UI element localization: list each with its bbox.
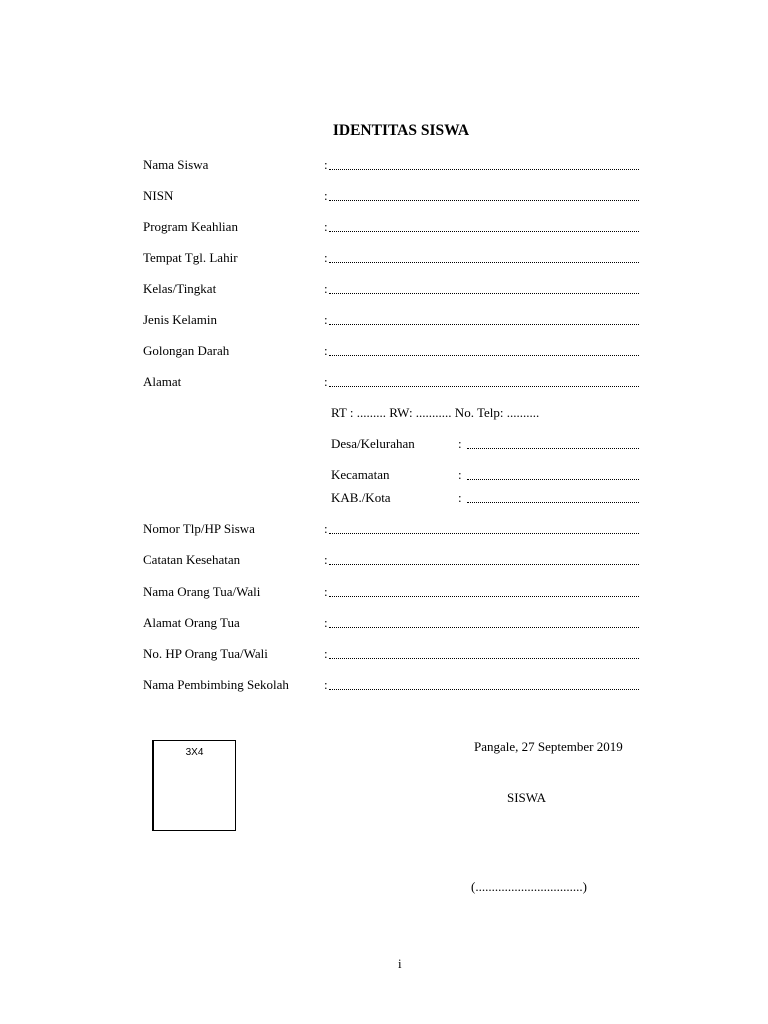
- page-number: i: [398, 956, 402, 971]
- fill-line[interactable]: [467, 502, 639, 503]
- field-colon: :: [324, 615, 328, 630]
- fill-line[interactable]: [329, 533, 639, 534]
- field-label: Kecamatan: [331, 467, 390, 482]
- field-colon: :: [324, 343, 328, 358]
- fill-line[interactable]: [329, 355, 639, 356]
- field-nama-siswa: [143, 157, 643, 175]
- fill-line[interactable]: [329, 658, 639, 659]
- field-colon: :: [458, 436, 462, 451]
- field-kelas-tingkat: [143, 281, 643, 299]
- field-colon: :: [324, 552, 328, 567]
- field-nama-pembimbing-sekolah: [143, 677, 643, 695]
- field-colon: :: [324, 521, 328, 536]
- field-golongan-darah: [143, 343, 643, 361]
- photo-box: [152, 740, 236, 831]
- field-catatan-kesehatan: [143, 552, 643, 570]
- field-label: Nama Orang Tua/Wali: [143, 584, 261, 599]
- field-colon: :: [324, 584, 328, 599]
- field-label: Desa/Kelurahan: [331, 436, 415, 451]
- field-label: NISN: [143, 188, 174, 203]
- field-alamat: [143, 374, 643, 392]
- field-label: Alamat: [143, 374, 182, 389]
- page-title: IDENTITAS SISWA: [332, 122, 470, 139]
- place-date: Pangale, 27 September 2019: [474, 739, 623, 754]
- field-label: Catatan Kesehatan: [143, 552, 241, 567]
- fill-line[interactable]: [329, 200, 639, 201]
- fill-line[interactable]: [329, 293, 639, 294]
- address-rt-rw-telp: RT : ......... RW: ........... No. Telp: ..........: [331, 405, 540, 420]
- field-program-keahlian: [143, 219, 643, 237]
- fill-line[interactable]: [467, 448, 639, 449]
- field-colon: :: [324, 312, 328, 327]
- field-alamat-orang-tua: [143, 615, 643, 633]
- fill-line[interactable]: [329, 262, 639, 263]
- field-colon: :: [324, 219, 328, 234]
- field-no-hp-orang-tua-wali: [143, 646, 643, 664]
- field-colon: :: [324, 677, 328, 692]
- fill-line[interactable]: [329, 169, 639, 170]
- field-nama-orang-tua-wali: [143, 584, 643, 602]
- field-kecamatan: [331, 467, 643, 485]
- field-label: No. HP Orang Tua/Wali: [143, 646, 268, 661]
- signer-label: SISWA: [507, 790, 547, 805]
- field-label: Nama Siswa: [143, 157, 209, 172]
- field-jenis-kelamin: [143, 312, 643, 330]
- field-label: Tempat Tgl. Lahir: [143, 250, 238, 265]
- field-colon: :: [324, 157, 328, 172]
- field-colon: :: [324, 646, 328, 661]
- fill-line[interactable]: [467, 479, 639, 480]
- field-label: Program Keahlian: [143, 219, 238, 234]
- field-nomor-tlp-hp-siswa: [143, 521, 643, 539]
- fill-line[interactable]: [329, 386, 639, 387]
- field-colon: :: [458, 490, 462, 505]
- field-colon: :: [324, 188, 328, 203]
- field-colon: :: [458, 467, 462, 482]
- field-kab-kota: [331, 490, 643, 508]
- fill-line[interactable]: [329, 564, 639, 565]
- field-desa-kelurahan: [331, 436, 643, 454]
- signature-line: (.................................): [471, 879, 587, 894]
- fill-line[interactable]: [329, 324, 639, 325]
- field-label: Nomor Tlp/HP Siswa: [143, 521, 255, 536]
- field-label: Jenis Kelamin: [143, 312, 218, 327]
- fill-line[interactable]: [329, 231, 639, 232]
- fill-line[interactable]: [329, 689, 639, 690]
- field-label: KAB./Kota: [331, 490, 391, 505]
- fill-line[interactable]: [329, 596, 639, 597]
- field-label: Kelas/Tingkat: [143, 281, 217, 296]
- field-tempat-tgl-lahir: [143, 250, 643, 268]
- fill-line[interactable]: [329, 627, 639, 628]
- field-label: Nama Pembimbing Sekolah: [143, 677, 289, 692]
- field-label: Alamat Orang Tua: [143, 615, 240, 630]
- photo-size-label: 3X4: [185, 747, 204, 758]
- field-label: Golongan Darah: [143, 343, 230, 358]
- field-colon: :: [324, 374, 328, 389]
- field-colon: :: [324, 250, 328, 265]
- field-nisn: [143, 188, 643, 206]
- field-colon: :: [324, 281, 328, 296]
